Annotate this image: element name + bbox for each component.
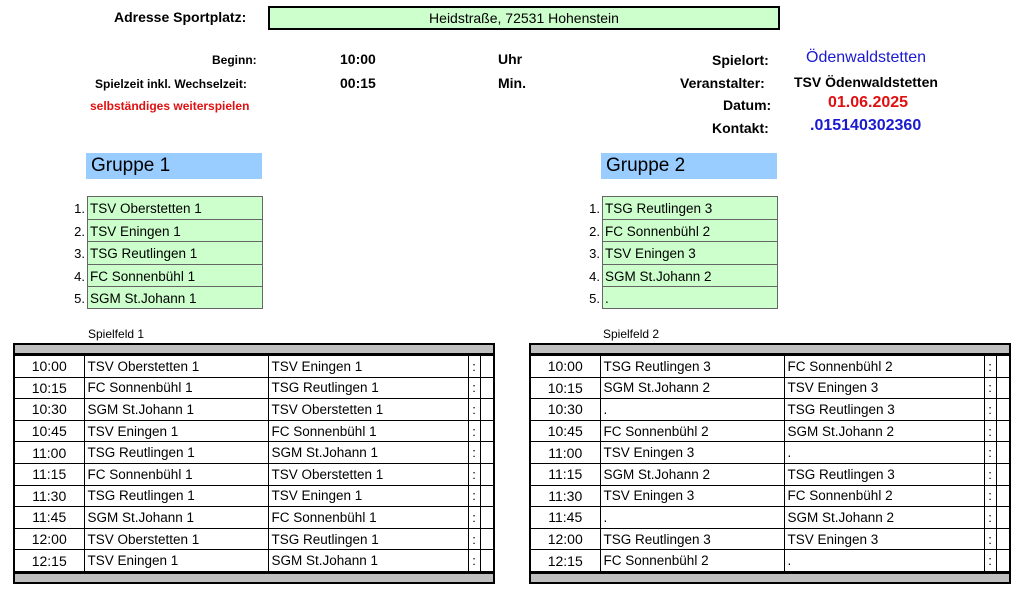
home-team-cell[interactable]: TSV Eningen 1 xyxy=(84,550,268,572)
schedule-footer-bar xyxy=(529,572,1011,584)
score-cell[interactable] xyxy=(480,399,494,421)
score-cell[interactable] xyxy=(996,485,1010,507)
away-team-cell[interactable]: TSV Oberstetten 1 xyxy=(268,463,468,485)
away-team-cell[interactable]: SGM St.Johann 2 xyxy=(784,420,984,442)
home-team-cell[interactable]: . xyxy=(600,507,784,529)
match-time: 11:30 xyxy=(530,485,600,507)
team-cell[interactable]: FC Sonnenbühl 1 xyxy=(87,264,263,287)
match-row xyxy=(14,485,494,507)
match-row xyxy=(530,485,1010,507)
score-colon: : xyxy=(468,399,480,421)
score-colon: : xyxy=(984,356,996,378)
score-cell[interactable] xyxy=(996,442,1010,464)
home-team-cell[interactable]: . xyxy=(600,399,784,421)
address-label: Adresse Sportplatz: xyxy=(114,9,247,25)
match-time: 11:00 xyxy=(14,442,84,464)
away-team-cell[interactable]: TSG Reutlingen 3 xyxy=(784,463,984,485)
home-team-cell[interactable]: SGM St.Johann 1 xyxy=(84,399,268,421)
score-colon: : xyxy=(468,442,480,464)
beginn-unit: Uhr xyxy=(498,51,523,67)
home-team-cell[interactable]: FC Sonnenbühl 1 xyxy=(84,377,268,399)
home-team-cell[interactable]: FC Sonnenbühl 2 xyxy=(600,550,784,572)
score-cell[interactable] xyxy=(480,420,494,442)
home-team-cell[interactable]: TSV Eningen 3 xyxy=(600,485,784,507)
match-time: 10:30 xyxy=(14,399,84,421)
match-time: 10:15 xyxy=(530,377,600,399)
group-2-title: Gruppe 2 xyxy=(601,153,777,179)
match-row xyxy=(530,377,1010,399)
score-colon: : xyxy=(468,528,480,550)
schedule-field-1 xyxy=(13,343,495,584)
match-time: 12:00 xyxy=(14,528,84,550)
away-team-cell[interactable]: TSG Reutlingen 1 xyxy=(268,528,468,550)
score-colon: : xyxy=(468,356,480,378)
match-time: 11:15 xyxy=(14,463,84,485)
spielzeit-unit: Min. xyxy=(498,75,526,91)
match-time: 11:45 xyxy=(530,507,600,529)
match-row xyxy=(530,399,1010,421)
note-text: selbständiges weiterspielen xyxy=(90,99,250,113)
team-number: 4. xyxy=(589,268,600,284)
match-row xyxy=(530,420,1010,442)
spielort-label: Spielort: xyxy=(712,52,769,68)
team-cell[interactable]: TSG Reutlingen 1 xyxy=(87,241,263,264)
match-row xyxy=(14,528,494,550)
score-cell[interactable] xyxy=(480,507,494,529)
away-team-cell[interactable]: TSV Oberstetten 1 xyxy=(268,399,468,421)
match-row xyxy=(14,550,494,572)
score-colon: : xyxy=(468,550,480,572)
score-colon: : xyxy=(984,507,996,529)
spielzeit-label: Spielzeit inkl. Wechselzeit: xyxy=(95,77,247,91)
away-team-cell[interactable]: TSG Reutlingen 3 xyxy=(784,399,984,421)
datum-value: 01.06.2025 xyxy=(828,94,909,111)
team-cell[interactable]: TSV Eningen 1 xyxy=(87,219,263,242)
away-team-cell[interactable]: TSV Eningen 3 xyxy=(784,377,984,399)
score-colon: : xyxy=(984,399,996,421)
team-cell[interactable]: SGM St.Johann 2 xyxy=(602,264,778,287)
away-team-cell[interactable]: TSV Eningen 3 xyxy=(784,528,984,550)
away-team-cell[interactable]: TSV Eningen 1 xyxy=(268,356,468,378)
match-time: 11:00 xyxy=(530,442,600,464)
score-cell[interactable] xyxy=(996,528,1010,550)
veranstalter-label: Veranstalter: xyxy=(680,75,765,91)
home-team-cell[interactable]: TSV Oberstetten 1 xyxy=(84,356,268,378)
beginn-label: Beginn: xyxy=(212,53,257,67)
kontakt-label: Kontakt: xyxy=(712,120,769,136)
score-colon: : xyxy=(468,463,480,485)
field-1-title: Spielfeld 1 xyxy=(88,327,145,341)
team-cell[interactable]: TSV Oberstetten 1 xyxy=(87,196,263,219)
score-colon: : xyxy=(984,377,996,399)
match-row xyxy=(530,356,1010,378)
match-time: 10:15 xyxy=(14,377,84,399)
team-number: 3. xyxy=(589,246,600,262)
team-number: 1. xyxy=(74,201,85,216)
team-cell[interactable]: FC Sonnenbühl 2 xyxy=(602,219,778,242)
away-team-cell[interactable]: . xyxy=(784,550,984,572)
score-cell[interactable] xyxy=(480,528,494,550)
away-team-cell[interactable]: FC Sonnenbühl 1 xyxy=(268,507,468,529)
score-colon: : xyxy=(468,485,480,507)
match-row xyxy=(14,377,494,399)
score-colon: : xyxy=(984,442,996,464)
team-number: 1. xyxy=(589,201,600,216)
schedule-table xyxy=(529,355,1011,572)
away-team-cell[interactable]: TSV Eningen 1 xyxy=(268,485,468,507)
away-team-cell[interactable]: SGM St.Johann 2 xyxy=(784,507,984,529)
match-time: 10:00 xyxy=(530,356,600,378)
match-row xyxy=(530,550,1010,572)
home-team-cell[interactable]: TSG Reutlingen 3 xyxy=(600,528,784,550)
home-team-cell[interactable]: SGM St.Johann 2 xyxy=(600,377,784,399)
home-team-cell[interactable]: TSG Reutlingen 1 xyxy=(84,485,268,507)
score-cell[interactable] xyxy=(480,377,494,399)
score-colon: : xyxy=(984,420,996,442)
match-time: 12:15 xyxy=(530,550,600,572)
team-number: 3. xyxy=(74,246,85,262)
score-colon: : xyxy=(468,377,480,399)
veranstalter-value: TSV Ödenwaldstetten xyxy=(794,74,938,90)
field-2-title: Spielfeld 2 xyxy=(603,327,660,341)
match-time: 12:15 xyxy=(14,550,84,572)
home-team-cell[interactable]: SGM St.Johann 1 xyxy=(84,507,268,529)
score-cell[interactable] xyxy=(996,399,1010,421)
away-team-cell[interactable]: FC Sonnenbühl 2 xyxy=(784,356,984,378)
match-row xyxy=(14,442,494,464)
home-team-cell[interactable]: FC Sonnenbühl 2 xyxy=(600,420,784,442)
match-time: 10:30 xyxy=(530,399,600,421)
datum-label: Datum: xyxy=(723,97,772,113)
score-cell[interactable] xyxy=(480,485,494,507)
away-team-cell[interactable]: TSG Reutlingen 1 xyxy=(268,377,468,399)
score-colon: : xyxy=(468,507,480,529)
match-time: 10:00 xyxy=(14,356,84,378)
home-team-cell[interactable]: TSG Reutlingen 3 xyxy=(600,356,784,378)
away-team-cell[interactable]: FC Sonnenbühl 1 xyxy=(268,420,468,442)
match-time: 10:45 xyxy=(14,420,84,442)
home-team-cell[interactable]: TSV Oberstetten 1 xyxy=(84,528,268,550)
match-row xyxy=(14,399,494,421)
score-colon: : xyxy=(984,550,996,572)
group-1-title: Gruppe 1 xyxy=(86,153,262,179)
beginn-value: 10:00 xyxy=(340,51,376,67)
away-team-cell[interactable]: . xyxy=(784,442,984,464)
score-colon: : xyxy=(984,463,996,485)
address-field[interactable]: Heidstraße, 72531 Hohenstein xyxy=(268,6,780,30)
kontakt-value: .015140302360 xyxy=(810,117,922,134)
team-cell[interactable]: TSV Eningen 3 xyxy=(602,241,778,264)
away-team-cell[interactable]: FC Sonnenbühl 2 xyxy=(784,485,984,507)
score-cell[interactable] xyxy=(996,377,1010,399)
spielort-value: Ödenwaldstetten xyxy=(806,49,927,66)
score-cell[interactable] xyxy=(480,356,494,378)
match-time: 11:45 xyxy=(14,507,84,529)
match-row xyxy=(530,463,1010,485)
team-number: 2. xyxy=(589,223,600,239)
score-cell[interactable] xyxy=(996,463,1010,485)
match-time: 10:45 xyxy=(530,420,600,442)
score-cell[interactable] xyxy=(480,463,494,485)
home-team-cell[interactable]: TSG Reutlingen 1 xyxy=(84,442,268,464)
team-cell[interactable]: SGM St.Johann 1 xyxy=(87,286,263,309)
match-time: 11:30 xyxy=(14,485,84,507)
match-row xyxy=(14,507,494,529)
score-cell[interactable] xyxy=(996,550,1010,572)
match-row xyxy=(14,463,494,485)
home-team-cell[interactable]: SGM St.Johann 2 xyxy=(600,463,784,485)
home-team-cell[interactable]: FC Sonnenbühl 1 xyxy=(84,463,268,485)
team-cell[interactable]: . xyxy=(602,286,778,309)
match-time: 11:15 xyxy=(530,463,600,485)
score-colon: : xyxy=(984,485,996,507)
score-cell[interactable] xyxy=(480,550,494,572)
schedule-field-2 xyxy=(529,343,1011,584)
team-number: 4. xyxy=(74,268,85,284)
home-team-cell[interactable]: TSV Eningen 3 xyxy=(600,442,784,464)
match-row xyxy=(530,442,1010,464)
schedule-footer-bar xyxy=(13,572,495,584)
score-cell[interactable] xyxy=(480,442,494,464)
match-row xyxy=(14,420,494,442)
team-cell[interactable]: TSG Reutlingen 3 xyxy=(602,196,778,219)
score-colon: : xyxy=(468,420,480,442)
match-row xyxy=(530,507,1010,529)
score-colon: : xyxy=(984,528,996,550)
match-row xyxy=(14,356,494,378)
spielzeit-value: 00:15 xyxy=(340,75,376,91)
match-time: 12:00 xyxy=(530,528,600,550)
away-team-cell[interactable]: SGM St.Johann 1 xyxy=(268,442,468,464)
away-team-cell[interactable]: SGM St.Johann 1 xyxy=(268,550,468,572)
team-number: 2. xyxy=(74,223,85,239)
schedule-table xyxy=(13,355,495,572)
score-cell[interactable] xyxy=(996,507,1010,529)
schedule-header-bar xyxy=(529,343,1011,355)
score-cell[interactable] xyxy=(996,356,1010,378)
score-cell[interactable] xyxy=(996,420,1010,442)
team-number: 5. xyxy=(74,291,85,307)
team-number: 5. xyxy=(589,291,600,307)
home-team-cell[interactable]: TSV Eningen 1 xyxy=(84,420,268,442)
match-row xyxy=(530,528,1010,550)
schedule-header-bar xyxy=(13,343,495,355)
